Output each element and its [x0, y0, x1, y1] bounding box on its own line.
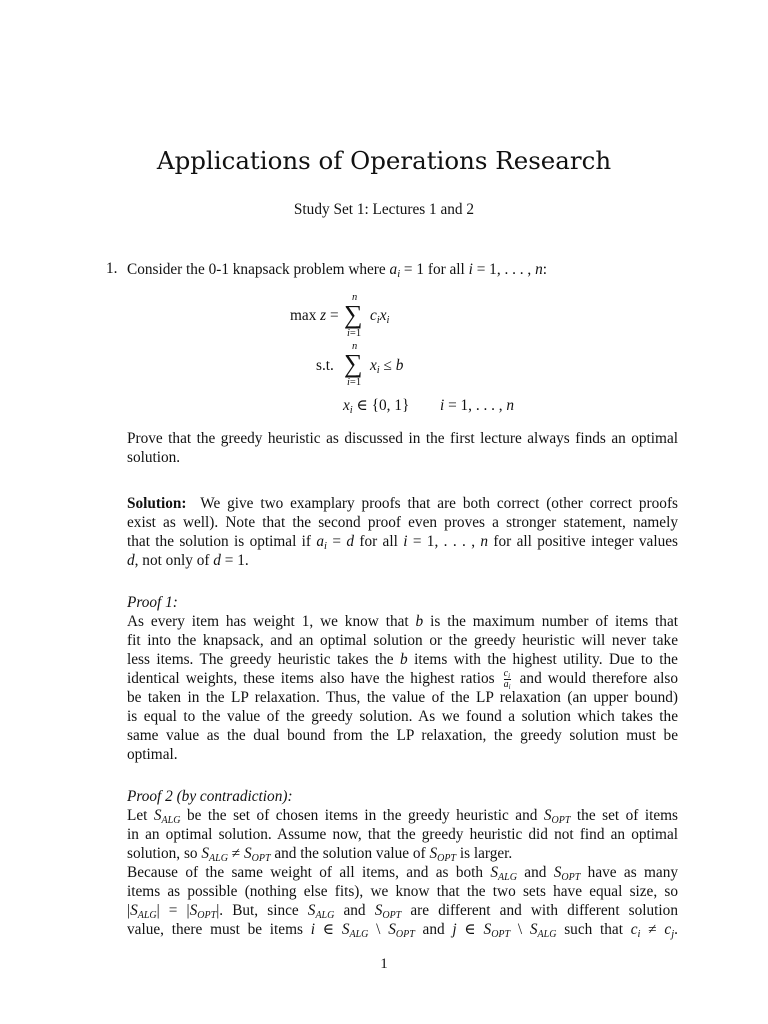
proof2-line-4: Because of the same weight of all items, and as both $S_{ALG}$ and $S_{OPT}$ have as many: [127, 864, 678, 883]
proof1-line-3: less items. The greedy heuristic takes the b items with the highest utility. Due to the: [127, 651, 678, 668]
proof2-line-6: $|S_{ALG}| = |S_{OPT}|$. But, since $S_{ALG}$ and $S_{OPT}$ are different and with different solution: [127, 902, 678, 921]
proof1-line-2: fit into the knapsack, and an optimal solution or the greedy heuristic will never take: [127, 632, 678, 649]
page-number: 1: [380, 956, 388, 972]
proof1-line-6: is equal to the value of the greedy solution. As we found a solution which takes the: [127, 708, 678, 725]
prove-line-2: solution.: [127, 449, 181, 466]
proof1-heading: Proof 1:: [127, 594, 178, 611]
solution-line-4: d, not only of d = 1.: [127, 552, 249, 569]
constraint-label: s.t.: [316, 357, 334, 374]
proof1-line-4: identical weights, these items also have the highest ratios $\frac{c_i}{a_i}$ and would therefore also: [127, 668, 678, 691]
solution-line-2: exist as well). Note that the second proof even proves a stronger statement, namely: [127, 514, 678, 531]
index-range: i = 1, . . . , n: [440, 397, 515, 414]
constraint-sum-symbol: ∑: [344, 349, 363, 378]
ratio-fraction: $\frac{c_i}{a_i}$: [503, 668, 511, 691]
proof2-line-7: value, there must be items i ∈ $S_{ALG}$ \ $S_{OPT}$ and j ∈ $S_{OPT}$ \ $S_{ALG}$ such that $c_i \ne c_j$.: [127, 921, 678, 940]
domain-constraint: $x_i$ ∈ {0, 1}: [343, 397, 410, 416]
objective-term: $c_ix_i$: [370, 307, 390, 326]
constraint-lower-limit: i=1: [347, 377, 362, 388]
proof1-line-1: As every item has weight 1, we know that b is the maximum number of items that: [127, 613, 678, 630]
proof2-line-1: Let $S_{ALG}$ be the set of chosen items in the greedy heuristic and $S_{OPT}$ the set of items: [127, 807, 678, 826]
sum-lower-limit: i=1: [347, 328, 362, 339]
constraint-term: $x_i \le b$: [370, 357, 404, 376]
objective: max z =: [290, 307, 339, 324]
page-title: Applications of Operations Research: [156, 146, 612, 175]
proof1-line-8: optimal.: [127, 746, 178, 763]
proof1-line-5: be taken in the LP relaxation. Thus, the value of the LP relaxation (an upper bound): [127, 689, 678, 706]
proof2-line-2: in an optimal solution. Assume now, that the greedy heuristic did not find an optimal: [127, 826, 678, 843]
constraint-upper-limit: n: [352, 341, 358, 352]
sum-upper-limit: n: [352, 292, 358, 303]
solution-line-1: Solution: We give two examplary proofs that are both correct (other correct proofs: [127, 495, 678, 512]
problem-number: 1.: [106, 260, 118, 277]
proof1-line-7: same value as the dual bound from the LP relaxation, the greedy solution must be: [127, 727, 678, 744]
solution-line-3: that the solution is optimal if $a_i = d$ for all i = 1, . . . , n for all positive integer values: [127, 533, 678, 552]
proof2-heading: Proof 2 (by contradiction):: [127, 788, 293, 805]
prove-line-1: Prove that the greedy heuristic as discussed in the first lecture always finds an optimal: [127, 430, 678, 447]
proof2-line-3: solution, so $S_{ALG} \ne S_{OPT}$ and the solution value of $S_{OPT}$ is larger.: [127, 845, 513, 864]
sum-symbol: ∑: [344, 300, 363, 329]
solution-label: Solution:: [127, 495, 187, 512]
proof2-line-5: items as possible (nothing else fits), we know that the two sets have equal size, so: [127, 883, 678, 900]
problem-intro: Consider the 0-1 knapsack problem where $a_i = 1$ for all i = 1, . . . , n:: [127, 261, 547, 280]
page-subtitle: Study Set 1: Lectures 1 and 2: [293, 201, 475, 218]
